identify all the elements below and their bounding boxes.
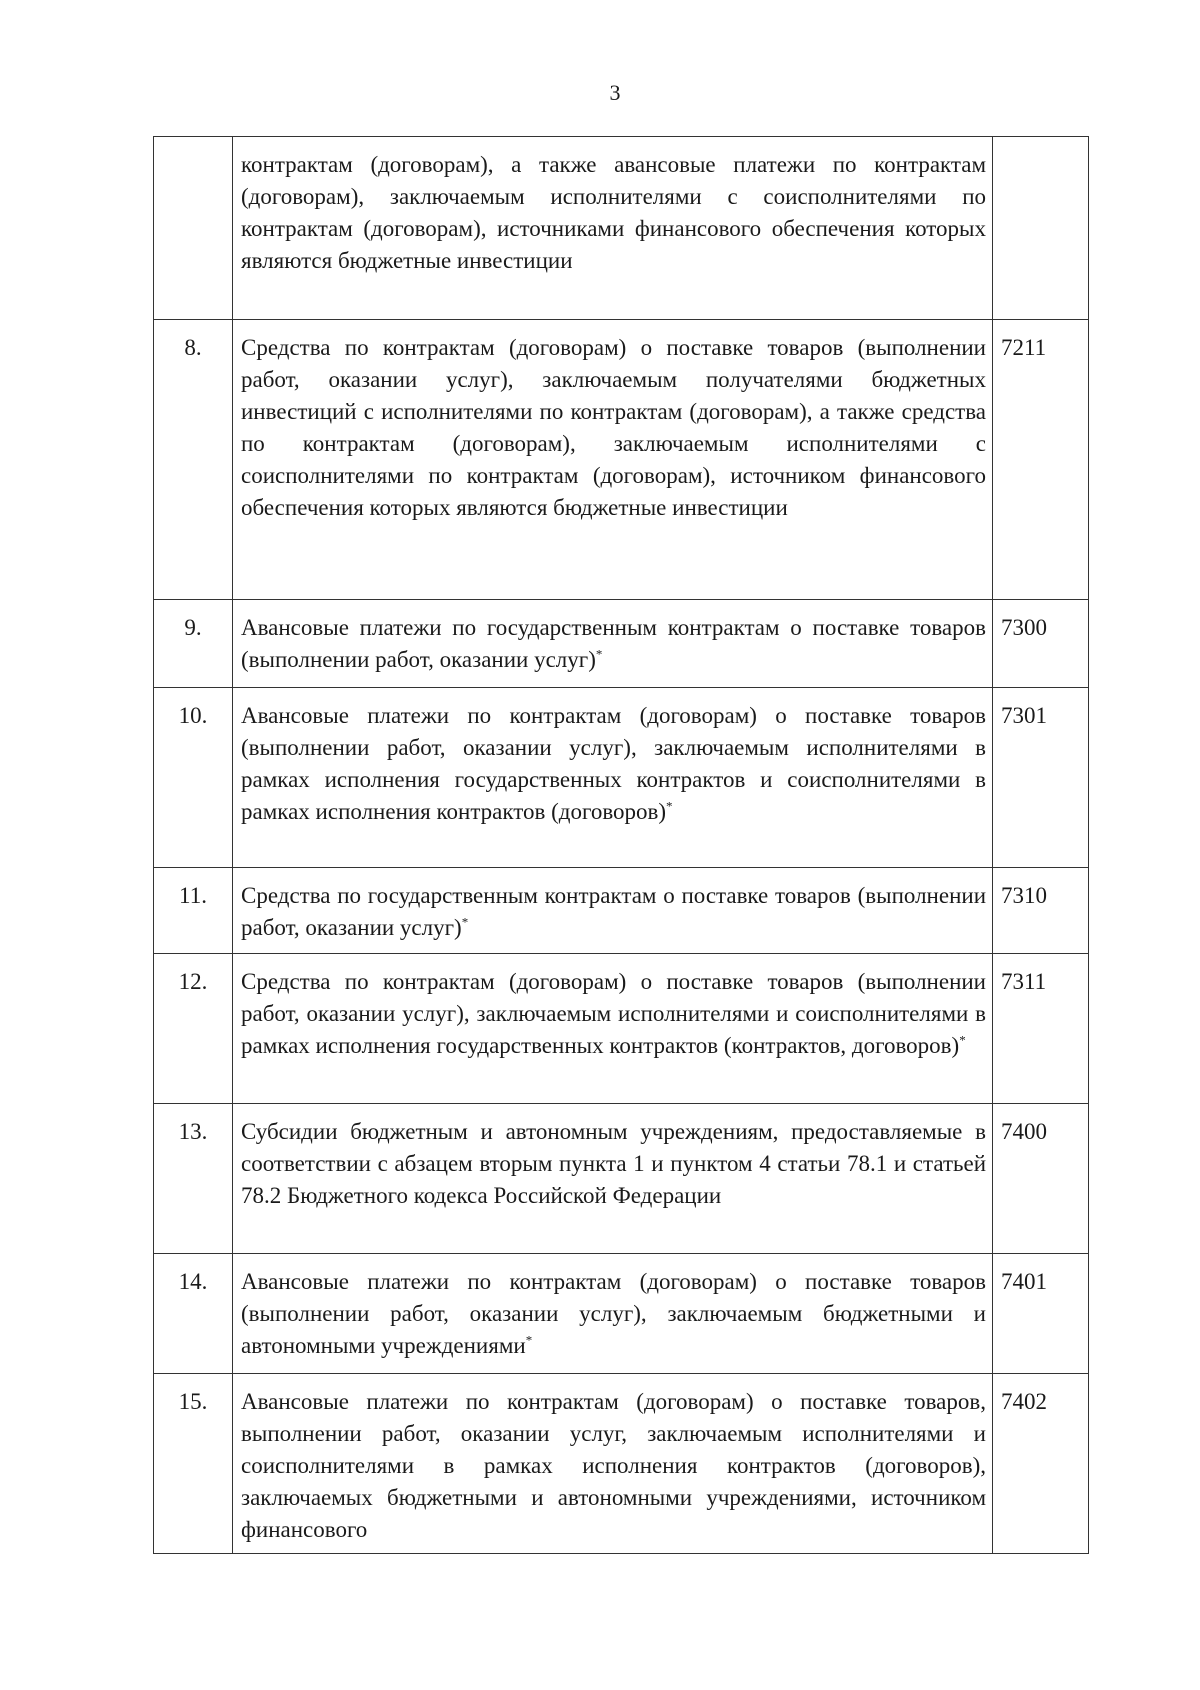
row-code	[993, 137, 1089, 320]
table-row	[154, 868, 1089, 954]
table-row	[154, 1104, 1089, 1254]
row-number	[154, 137, 233, 320]
row-description: Авансовые платежи по контрактам (договорам) о поставке товаров (выполнении работ, оказании услуг), заключаемым исполнителями в рамках исполнения государственных контрактов и соисполнителями в рамках исполнения контрактов (договоров)*	[233, 688, 993, 868]
row-code: 7400	[993, 1104, 1089, 1254]
row-description: Авансовые платежи по контрактам (договорам) о поставке товаров (выполнении работ, оказании услуг), заключаемым бюджетными и автономными учреждениями*	[233, 1254, 993, 1374]
footnote-mark: *	[959, 1032, 966, 1048]
footnote-mark: *	[595, 646, 603, 662]
table-row	[154, 1254, 1089, 1374]
row-description: Средства по контрактам (договорам) о поставке товаров (выполнении работ, оказании услуг), заключаемым исполнителями и соисполнителями в рамках исполнения государственных контрактов (контрактов, договоров)*	[233, 954, 993, 1104]
row-code: 7401	[993, 1254, 1089, 1374]
row-code: 7301	[993, 688, 1089, 868]
table-row	[154, 137, 1089, 320]
footnote-mark: *	[666, 798, 673, 814]
row-number: 10.	[154, 688, 233, 868]
row-number: 9.	[154, 600, 233, 688]
footnote-mark: *	[461, 914, 469, 930]
row-code: 7211	[993, 320, 1089, 600]
row-description: Субсидии бюджетным и автономным учреждениям, предоставляемые в соответствии с абзацем вторым пункта 1 и пунктом 4 статьи 78.1 и статьей 78.2 Бюджетного кодекса Российской Федерации	[233, 1104, 993, 1254]
row-description: Авансовые платежи по контрактам (договорам) о поставке товаров, выполнении работ, оказании услуг, заключаемым исполнителями и соисполнителями в рамках исполнения контрактов (договоров), заключаемых бюджетными и автономными учреждениями, источником финансового	[233, 1374, 993, 1554]
row-number: 12.	[154, 954, 233, 1104]
row-number: 11.	[154, 868, 233, 954]
row-number: 8.	[154, 320, 233, 600]
row-code: 7402	[993, 1374, 1089, 1554]
row-code: 7300	[993, 600, 1089, 688]
page-number: 3	[609, 80, 621, 105]
row-description: Средства по контрактам (договорам) о поставке товаров (выполнении работ, оказании услуг), заключаемым получателями бюджетных инвестиций с исполнителями по контрактам (договорам), а также средства по контрактам (договорам), заключаемым исполнителями с соисполнителями по контрактам (договорам), источником финансового обеспечения которых являются бюджетные инвестиции	[233, 320, 993, 600]
table-row	[154, 954, 1089, 1104]
row-description: Средства по государственным контрактам о поставке товаров (выполнении работ, оказании услуг)*	[233, 868, 993, 954]
table-row	[154, 1374, 1089, 1554]
row-description: Авансовые платежи по государственным контрактам о поставке товаров (выполнении работ, оказании услуг)*	[233, 600, 993, 688]
row-code: 7311	[993, 954, 1089, 1104]
row-number: 15.	[154, 1374, 233, 1554]
row-number: 14.	[154, 1254, 233, 1374]
table-row	[154, 600, 1089, 688]
table-row	[154, 688, 1089, 868]
footnote-mark: *	[525, 1332, 533, 1348]
table-row	[154, 320, 1089, 600]
codes-table	[153, 136, 1089, 1554]
row-description: контрактам (договорам), а также авансовые платежи по контрактам (договорам), заключаемым исполнителями с соисполнителями по контрактам (договорам), источниками финансового обеспечения которых являются бюджетные инвестиции	[233, 137, 993, 320]
row-code: 7310	[993, 868, 1089, 954]
row-number: 13.	[154, 1104, 233, 1254]
